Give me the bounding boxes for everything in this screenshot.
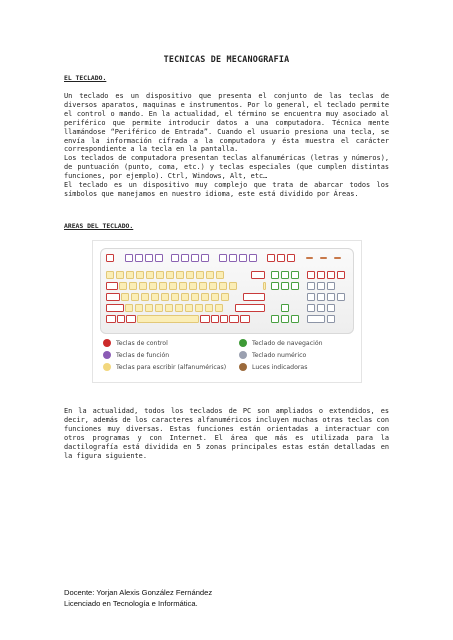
keyboard-key [200,315,210,323]
keyboard-key [317,293,325,301]
keyboard-key [327,282,335,290]
legend-label: Teclas de control [116,339,168,347]
keyboard-key [179,282,187,290]
keyboard-key [249,254,257,262]
keyboard-key [229,282,237,290]
keyboard-key [145,254,153,262]
legend-dot-icon [103,351,111,359]
keyboard-key [166,271,174,279]
keyboard-key [171,254,179,262]
keyboard-key [229,254,237,262]
keyboard-key [327,293,335,301]
keyboard-key [243,293,265,301]
keyboard-key [116,271,124,279]
keyboard-key [185,304,193,312]
keyboard-key [141,293,149,301]
keyboard-key [125,304,133,312]
legend-dot-icon [103,363,111,371]
keyboard-key [206,271,214,279]
keyboard-key [169,282,177,290]
keyboard-key [317,304,325,312]
keyboard-key [271,282,279,290]
keyboard-key [146,271,154,279]
keyboard-areas-figure [92,240,362,383]
paragraph: Los teclados de computadora presentan teclas alfanuméricas (letras y números), de puntuación (punto, coma, etc.) y teclas especiales (que cumplen distintas funciones, por ejemplo). Ctrl, Windows, Alt, etc… [64,154,389,181]
keyboard-key [327,304,335,312]
legend-dot-icon [239,339,247,347]
keyboard-key [155,254,163,262]
legend-item-function [103,351,169,359]
keyboard-key [121,293,129,301]
keyboard-key [211,315,219,323]
keyboard-key [106,293,120,301]
paragraph: En la actualidad, todos los teclados de PC son ampliados o extendidos, es decir, además de los caracteres alfanuméricos incluyen muchas otras teclas con funciones muy diversas. Estas funciones están orientadas a interactuar con otros programas y con Internet. El área que más es utilizada para la dactilografía está dividida en 5 zonas principales estas están detalladas en la figura siguiente. [64,407,389,460]
keyboard-key [195,304,203,312]
legend-item-indicators [239,363,307,371]
keyboard-key [155,304,163,312]
keyboard-key [281,304,289,312]
keyboard-key [271,315,279,323]
keyboard-key [281,282,289,290]
keyboard-key [186,271,194,279]
keyboard-key [317,282,325,290]
keyboard-key [263,282,266,290]
indicator-light [306,257,313,259]
legend-label: Teclas de función [116,351,170,359]
legend-item-alphanumeric [103,363,226,371]
keyboard-key [159,282,167,290]
keyboard-key [171,293,179,301]
keyboard-key [106,254,114,262]
keyboard-key [156,271,164,279]
keyboard-key [209,282,217,290]
keyboard-key [219,282,227,290]
keyboard-key [229,315,239,323]
keyboard-key [251,271,265,279]
keyboard-key [240,315,250,323]
keyboard-key [337,271,345,279]
keyboard-key [201,254,209,262]
keyboard-key [191,293,199,301]
page-title: TECNICAS DE MECANOGRAFIA [163,54,290,64]
keyboard-key [271,271,279,279]
keyboard-key [281,315,289,323]
keyboard-key [219,254,227,262]
keyboard-key [327,315,335,323]
keyboard-key [181,254,189,262]
keyboard-key [151,293,159,301]
section-heading-areas: AREAS DEL TECLADO. [64,222,134,230]
keyboard-key [119,282,127,290]
keyboard-key [181,293,189,301]
legend-label: Teclas para escribir (alfanuméricas) [116,363,227,371]
keyboard-key [220,315,228,323]
keyboard-key [135,254,143,262]
keyboard-key [235,304,265,312]
keyboard-key [191,254,199,262]
footer [64,588,212,609]
keyboard-illustration [100,248,354,334]
legend-label: Teclado de navegación [252,339,323,347]
legend-dot-icon [239,363,247,371]
legend-item-numeric [239,351,306,359]
keyboard-key [291,271,299,279]
keyboard-key [287,254,295,262]
keyboard-key [139,282,147,290]
keyboard-key [176,271,184,279]
keyboard-key [165,304,173,312]
keyboard-key [215,304,223,312]
keyboard-key [327,271,335,279]
indicator-light [320,257,327,259]
keyboard-key [337,293,345,301]
keyboard-key [125,254,133,262]
keyboard-key [307,293,315,301]
keyboard-key [211,293,219,301]
keyboard-key [239,254,247,262]
keyboard-key [106,271,114,279]
paragraph: El teclado es un dispositivo muy complejo que trata de abarcar todos los símbolos que manejamos en nuestro idioma, este está dividido por Áreas. [64,181,389,198]
keyboard-key [117,315,125,323]
keyboard-key [291,282,299,290]
keyboard-key [216,271,224,279]
footer-teacher: Docente: Yorjan Alexis González Fernández [64,588,213,597]
legend-item-control [103,339,168,347]
keyboard-key [307,282,315,290]
keyboard-key [189,282,197,290]
keyboard-key [106,315,116,323]
keyboard-key [199,282,207,290]
keyboard-key [317,271,325,279]
keyboard-key [129,282,137,290]
keyboard-key [126,315,136,323]
keyboard-key [137,315,199,323]
keyboard-key [135,304,143,312]
section-heading-teclado: EL TECLADO. [64,74,107,82]
keyboard-key [161,293,169,301]
keyboard-key [136,271,144,279]
legend-item-navigation [239,339,323,347]
keyboard-key [126,271,134,279]
keyboard-key [201,293,209,301]
legend-dot-icon [239,351,247,359]
keyboard-key [205,304,213,312]
keyboard-key [149,282,157,290]
keyboard-key [291,315,299,323]
keyboard-key [175,304,183,312]
keyboard-key [307,315,325,323]
teclado-description [64,92,389,199]
keyboard-key [145,304,153,312]
keyboard-key [131,293,139,301]
keyboard-key [307,304,315,312]
areas-description [64,407,389,460]
keyboard-key [106,304,124,312]
keyboard-key [281,271,289,279]
paragraph: Un teclado es un dispositivo que presenta el conjunto de las teclas de diversos aparatos, maquinas e instrumentos. Por lo general, el teclado permite el control o mando. En la actualidad, el término se encuentra muy asociado al periférico que permite introducir datos a una computadora. Técnica mente llamándose “Periférico de Entrada”. Cuando el usuario presiona una tecla, se envía la información cifrada a la computadora y ésta muestra el carácter correspondiente a la tecla en la pantalla. [64,92,389,154]
footer-degree: Licenciado en Tecnología e Informática. [64,598,198,608]
legend-label: Luces indicadoras [252,363,308,371]
indicator-light [334,257,341,259]
keyboard-key [307,271,315,279]
keyboard-key [106,282,118,290]
keyboard-key [221,293,229,301]
keyboard-key [277,254,285,262]
legend-dot-icon [103,339,111,347]
legend-label: Teclado numérico [252,351,307,359]
keyboard-key [267,254,275,262]
keyboard-key [196,271,204,279]
